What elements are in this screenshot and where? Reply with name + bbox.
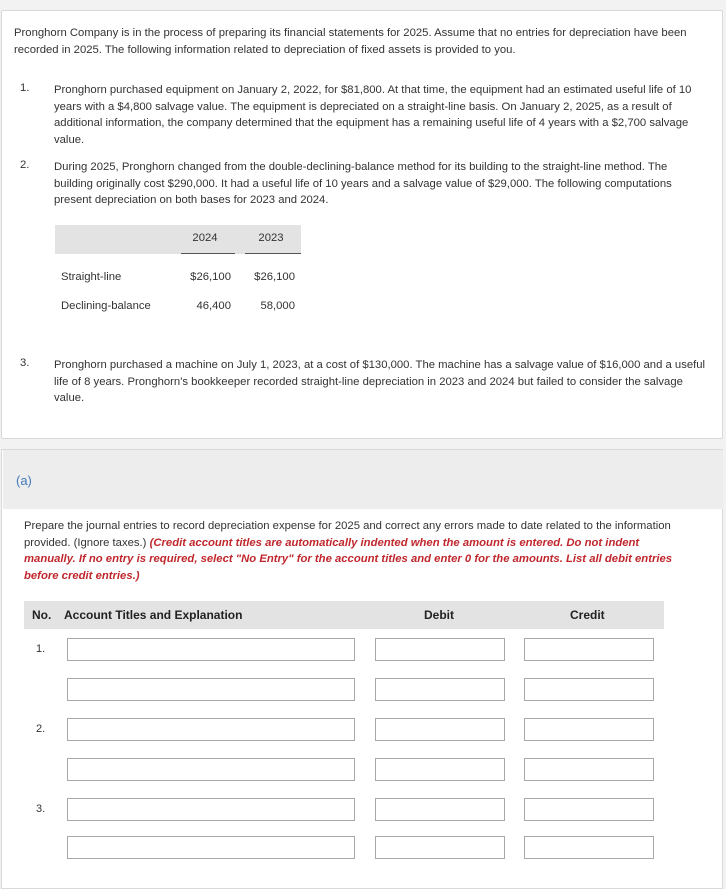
debit-input[interactable] [375,638,505,661]
item-number-3: 3. [20,357,30,369]
column-debit: Debit [424,608,454,622]
instruction-text: Prepare the journal entries to record depreciation expense for 2025 and correct any errors made to date related to the information provided. (Ignore taxes.) [24,520,671,549]
entry-number-1: 1. [36,643,46,655]
header-underline [181,253,235,254]
credit-input[interactable] [524,638,654,661]
depreciation-table-header [55,225,301,254]
entry-number-3: 3. [36,803,46,815]
journal-entry-header [24,601,664,629]
column-credit: Credit [570,608,605,622]
column-2024: 2024 [192,232,218,244]
debit-input[interactable] [375,758,505,781]
instruction-note: (Credit account titles are automatically indented when the amount is entered. Do not indent manually. If no entry is required, select "No Entry" for the account titles and enter 0 for the amounts. List all debit entries before credit entries.) [24,536,673,582]
credit-input[interactable] [524,678,654,701]
account-title-input[interactable] [67,678,355,701]
debit-input[interactable] [375,718,505,741]
problem-card [1,10,723,439]
row-label: Declining-balance [61,300,151,312]
debit-input[interactable] [375,836,505,859]
debit-input[interactable] [375,798,505,821]
entry-number-2: 2. [36,723,46,735]
credit-input[interactable] [524,718,654,741]
account-title-input[interactable] [67,638,355,661]
debit-input[interactable] [375,678,505,701]
row-label: Straight-line [61,271,122,283]
table-row [55,271,301,291]
problem-intro: Pronghorn Company is in the process of preparing its financial statements for 2025. Assume that no entries for depreciation have been recorded in 2025. The following information related to depreciation of fixed assets is provided to you. [14,27,687,56]
part-instructions [24,518,694,584]
item-text-3: Pronghorn purchased a machine on July 1, 2023, at a cost of $130,000. The machine has a salvage value of $16,000 and a useful life of 8 years. Pronghorn's bookkeeper recorded straight-line depreciation in 2023 and 2024 but failed to consider the salvage value. [54,359,706,404]
part-label: (a) [16,473,32,488]
value-2023: $26,100 [254,271,295,283]
column-no: No. [32,608,52,622]
credit-input[interactable] [524,836,654,859]
account-title-input[interactable] [67,798,355,821]
account-title-input[interactable] [67,758,355,781]
value-2024: $26,100 [190,271,231,283]
column-2023: 2023 [258,232,284,244]
account-title-input[interactable] [67,718,355,741]
item-text-2: During 2025, Pronghorn changed from the double-declining-balance method for its building to the straight-line method. The building originally cost $290,000. It had a useful life of 10 years and a salvage value of $29,000. The following computations present depreciation on both bases for 2023 and 2024. [54,161,672,206]
item-number-2: 2. [20,159,30,171]
part-a-card [1,449,723,889]
value-2023: 58,000 [260,300,295,312]
column-account: Account Titles and Explanation [64,608,243,622]
part-tab [3,450,723,509]
table-row [55,300,301,320]
value-2024: 46,400 [196,300,231,312]
account-title-input[interactable] [67,836,355,859]
header-underline [245,253,301,254]
item-text-1: Pronghorn purchased equipment on January 2, 2022, for $81,800. At that time, the equipment had an estimated useful life of 10 years with a $4,800 salvage value. The equipment is depreciated on a straight-line basis. On January 2, 2025, as a result of additional information, the company determined that the equipment has a remaining useful life of 4 years with a $2,700 salvage value. [54,84,692,146]
item-number-1: 1. [20,82,30,94]
credit-input[interactable] [524,758,654,781]
credit-input[interactable] [524,798,654,821]
